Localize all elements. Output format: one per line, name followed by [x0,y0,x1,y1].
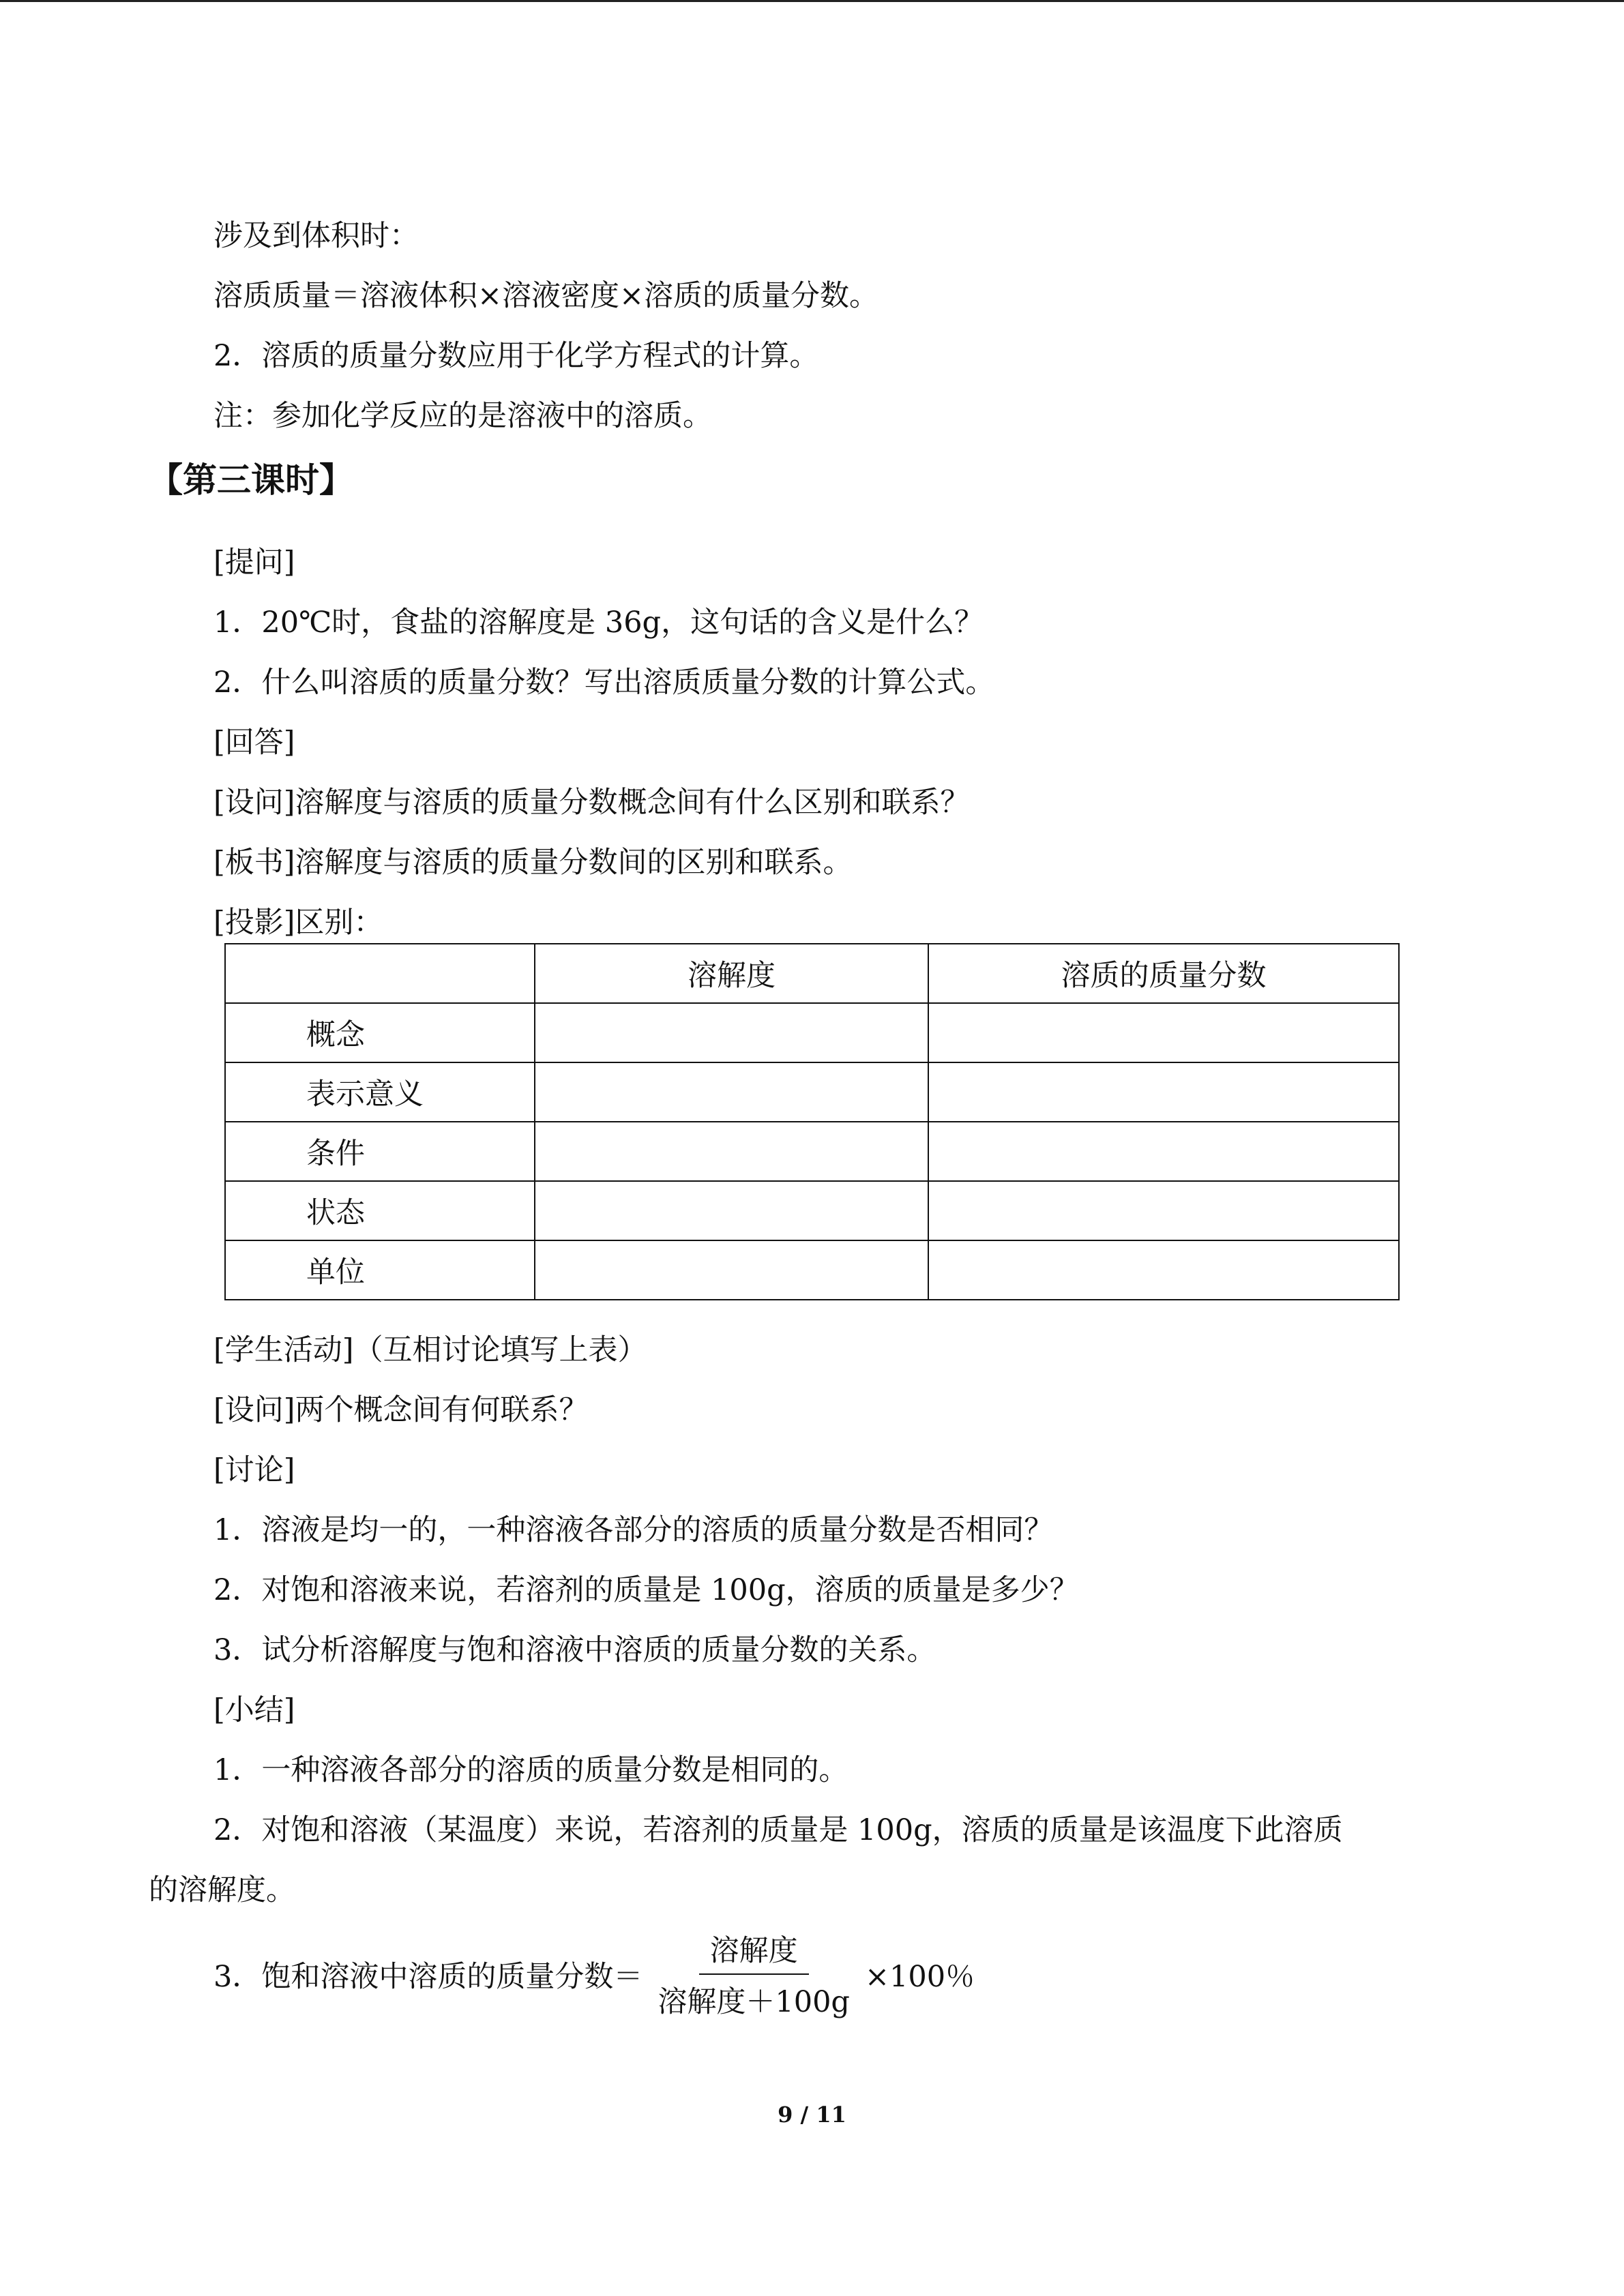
row-header-state: 状态 [225,1181,535,1240]
discussion-2: 2．对饱和溶液来说，若溶剂的质量是 100g，溶质的质量是多少？ [213,1573,1079,1607]
formula-numerator: 溶解度 [699,1928,809,1975]
row-header-unit: 单位 [225,1240,535,1300]
question-2: 2．什么叫溶质的质量分数？写出溶质质量分数的计算公式。 [213,666,995,700]
summary-1: 1．一种溶液各部分的溶质的质量分数是相同的。 [213,1753,848,1787]
table-cell [928,1240,1399,1300]
design-question: [设问]溶解度与溶质的质量分数概念间有什么区别和联系？ [213,786,970,820]
table-row [225,1122,1399,1181]
question-label: [提问] [213,546,295,580]
point-2-text: 2．溶质的质量分数应用于化学方程式的计算。 [213,339,819,373]
board-text: [板书]溶解度与溶质的质量分数间的区别和联系。 [213,846,853,880]
table-cell [535,1122,928,1181]
volume-case-text: 涉及到体积时： [213,219,419,253]
summary-2-line-1: 2．对饱和溶液（某温度）来说，若溶剂的质量是 100g，溶质的质量是该温度下此溶质 [213,1813,1343,1847]
discussion-label: [讨论] [213,1453,295,1487]
table-cell [535,1062,928,1122]
page-top-border [0,0,1624,2]
answer-label: [回答] [213,726,295,760]
table-row [225,1003,1399,1062]
note-text: 注：参加化学反应的是溶液中的溶质。 [213,399,712,433]
summary-2-line-2: 的溶解度。 [149,1873,295,1907]
table-row [225,1181,1399,1240]
table-cell [535,1003,928,1062]
formula-prefix: 3．饱和溶液中溶质的质量分数＝ [213,1959,643,1994]
student-activity: [学生活动]（互相讨论填写上表） [213,1333,647,1367]
discussion-3: 3．试分析溶解度与饱和溶液中溶质的质量分数的关系。 [213,1633,936,1667]
design-question-2: [设问]两个概念间有何联系？ [213,1393,589,1427]
question-1: 1．20℃时，食盐的溶解度是 36g，这句话的含义是什么？ [213,606,984,640]
table-cell [928,1062,1399,1122]
formula-suffix: ×100％ [864,1959,975,1994]
col-header-mass-fraction: 溶质的质量分数 [928,944,1399,1003]
section-title: 【第三课时】 [149,460,353,500]
table-row [225,1240,1399,1300]
summary-label: [小结] [213,1693,295,1727]
row-header-meaning: 表示意义 [225,1062,535,1122]
formula-fraction [647,1928,861,2021]
formula-denominator: 溶解度＋100g [658,1985,850,2019]
mass-fraction-formula [213,1926,975,2022]
table-header-row [225,944,1399,1003]
table-cell [535,1240,928,1300]
table-corner-cell [225,944,535,1003]
table-row [225,1062,1399,1122]
row-header-condition: 条件 [225,1122,535,1181]
col-header-solubility: 溶解度 [535,944,928,1003]
discussion-1: 1．溶液是均一的，一种溶液各部分的溶质的质量分数是否相同？ [213,1513,1054,1547]
row-header-concept: 概念 [225,1003,535,1062]
table-cell [535,1181,928,1240]
page-number: 9 / 11 [778,2102,846,2128]
comparison-table [224,943,1400,1300]
table-cell [928,1003,1399,1062]
mass-formula-text: 溶质质量＝溶液体积×溶液密度×溶质的质量分数。 [213,279,879,313]
projection-text: [投影]区别： [213,906,383,940]
table-cell [928,1181,1399,1240]
table-cell [928,1122,1399,1181]
